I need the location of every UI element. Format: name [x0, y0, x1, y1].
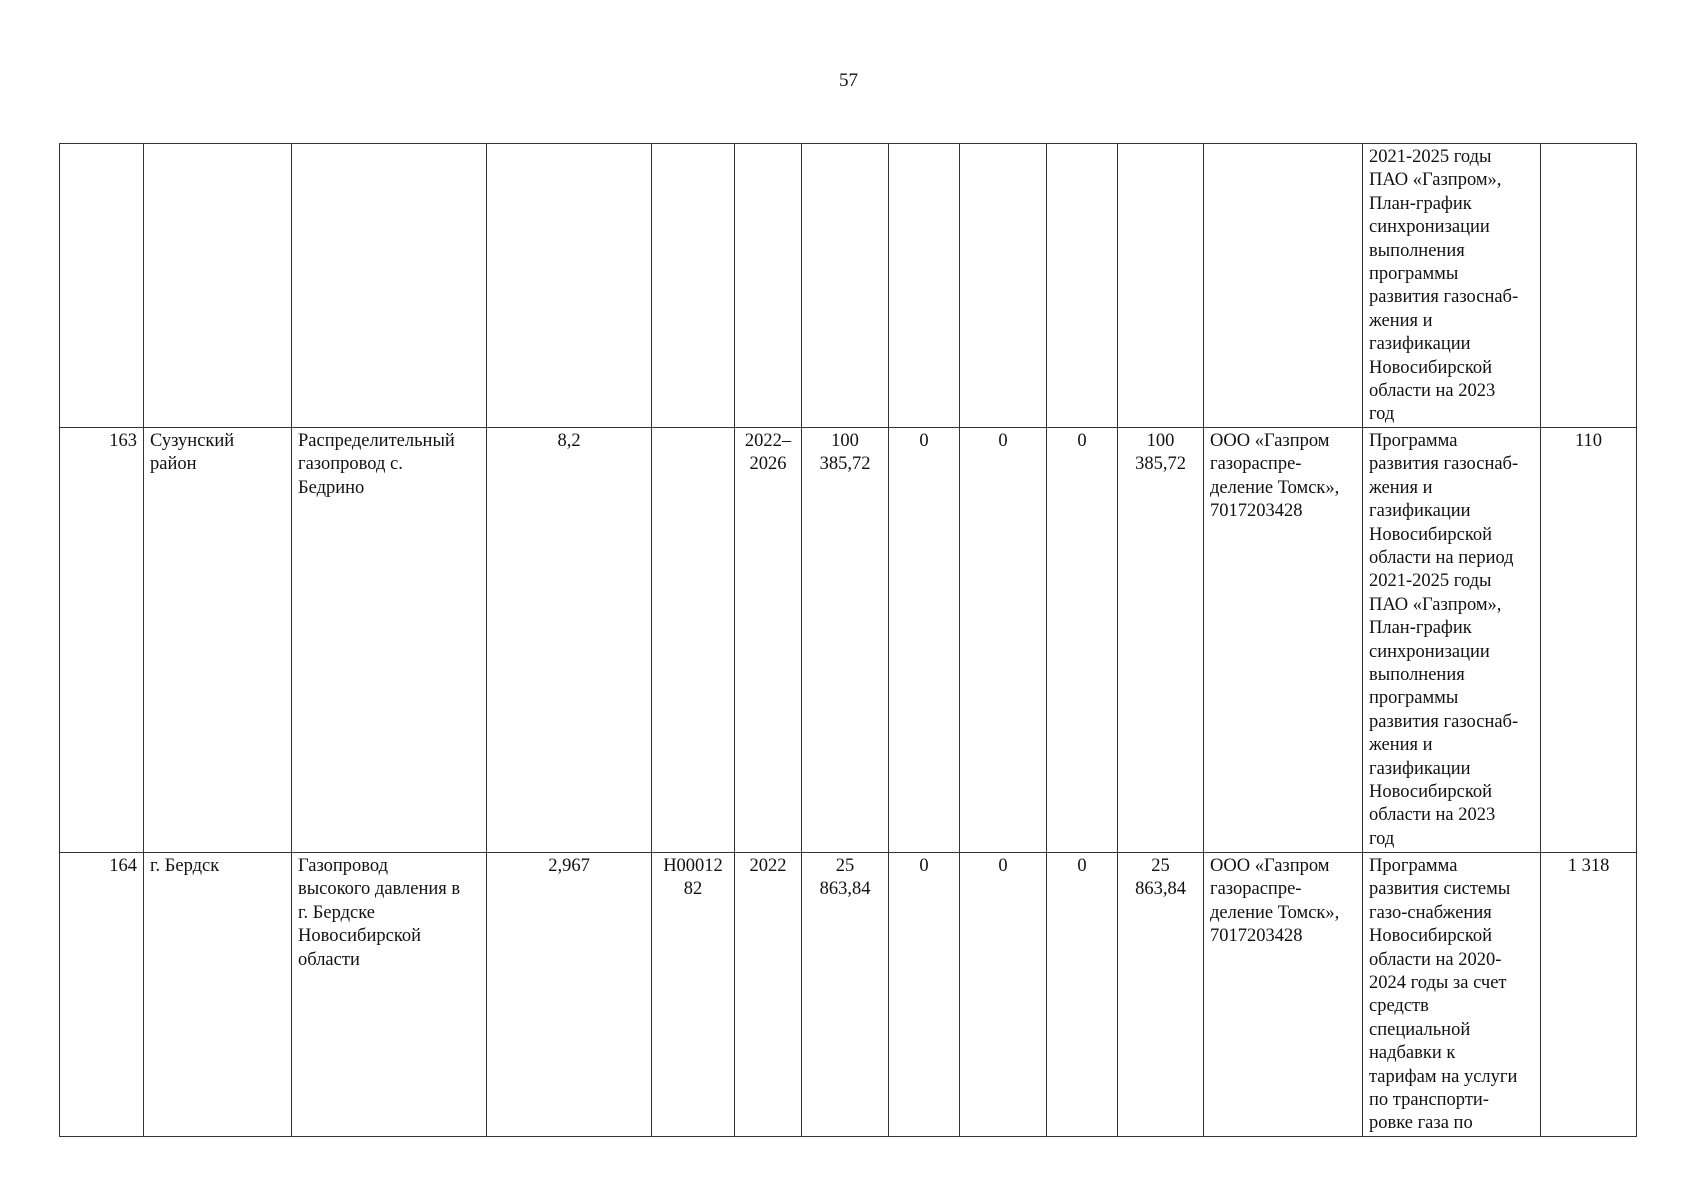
cell-district: Сузунский район [144, 427, 292, 852]
cell-extra-budget: 25 863,84 [1118, 852, 1204, 1136]
cell-length [487, 144, 652, 428]
cell-length: 8,2 [487, 427, 652, 852]
cell-total: 25 863,84 [802, 852, 889, 1136]
cell-object-name [292, 144, 487, 428]
cell-code: Н00012 82 [652, 852, 735, 1136]
cell-code [652, 427, 735, 852]
cell-last [1541, 144, 1637, 428]
table-row [60, 144, 1637, 428]
cell-regional [960, 144, 1047, 428]
cell-period [735, 144, 802, 428]
cell-program: Программа развития газоснаб- жения и газификации Новосибирской области на период 2021-2025 годы ПАО «Газпром», План-график синхронизации выполнения программы развития газоснаб- жения и газификации Новосибирской области на 2023 год [1363, 427, 1541, 852]
cell-program: 2021-2025 годы ПАО «Газпром», План-график синхронизации выполнения программы развития газоснаб- жения и газификации Новосибирской области на 2023 год [1363, 144, 1541, 428]
cell-row-number [60, 144, 144, 428]
cell-row-number: 163 [60, 427, 144, 852]
cell-total [802, 144, 889, 428]
cell-code [652, 144, 735, 428]
cell-object-name: Распределительный газопровод с. Бедрино [292, 427, 487, 852]
cell-regional: 0 [960, 852, 1047, 1136]
cell-extra-budget: 100 385,72 [1118, 427, 1204, 852]
cell-last: 1 318 [1541, 852, 1637, 1136]
cell-period: 2022 [735, 852, 802, 1136]
investment-table [59, 143, 1637, 1137]
cell-period: 2022– 2026 [735, 427, 802, 852]
cell-total: 100 385,72 [802, 427, 889, 852]
cell-organization [1204, 144, 1363, 428]
cell-federal: 0 [889, 852, 960, 1136]
cell-regional: 0 [960, 427, 1047, 852]
cell-organization: ООО «Газпром газораспре- деление Томск», 7017203428 [1204, 427, 1363, 852]
page-number: 57 [839, 70, 858, 91]
cell-last: 110 [1541, 427, 1637, 852]
cell-federal [889, 144, 960, 428]
table-row [60, 427, 1637, 852]
cell-extra-budget [1118, 144, 1204, 428]
cell-municipal: 0 [1047, 852, 1118, 1136]
cell-district [144, 144, 292, 428]
cell-program: Программа развития системы газо-снабжения Новосибирской области на 2020- 2024 годы за счет средств специальной надбавки к тарифам на услуги по транспорти- ровке газа по [1363, 852, 1541, 1136]
cell-row-number: 164 [60, 852, 144, 1136]
cell-district: г. Бердск [144, 852, 292, 1136]
cell-municipal [1047, 144, 1118, 428]
cell-length: 2,967 [487, 852, 652, 1136]
cell-object-name: Газопровод высокого давления в г. Бердске Новосибирской области [292, 852, 487, 1136]
table-row [60, 852, 1637, 1136]
cell-federal: 0 [889, 427, 960, 852]
cell-municipal: 0 [1047, 427, 1118, 852]
cell-organization: ООО «Газпром газораспре- деление Томск», 7017203428 [1204, 852, 1363, 1136]
